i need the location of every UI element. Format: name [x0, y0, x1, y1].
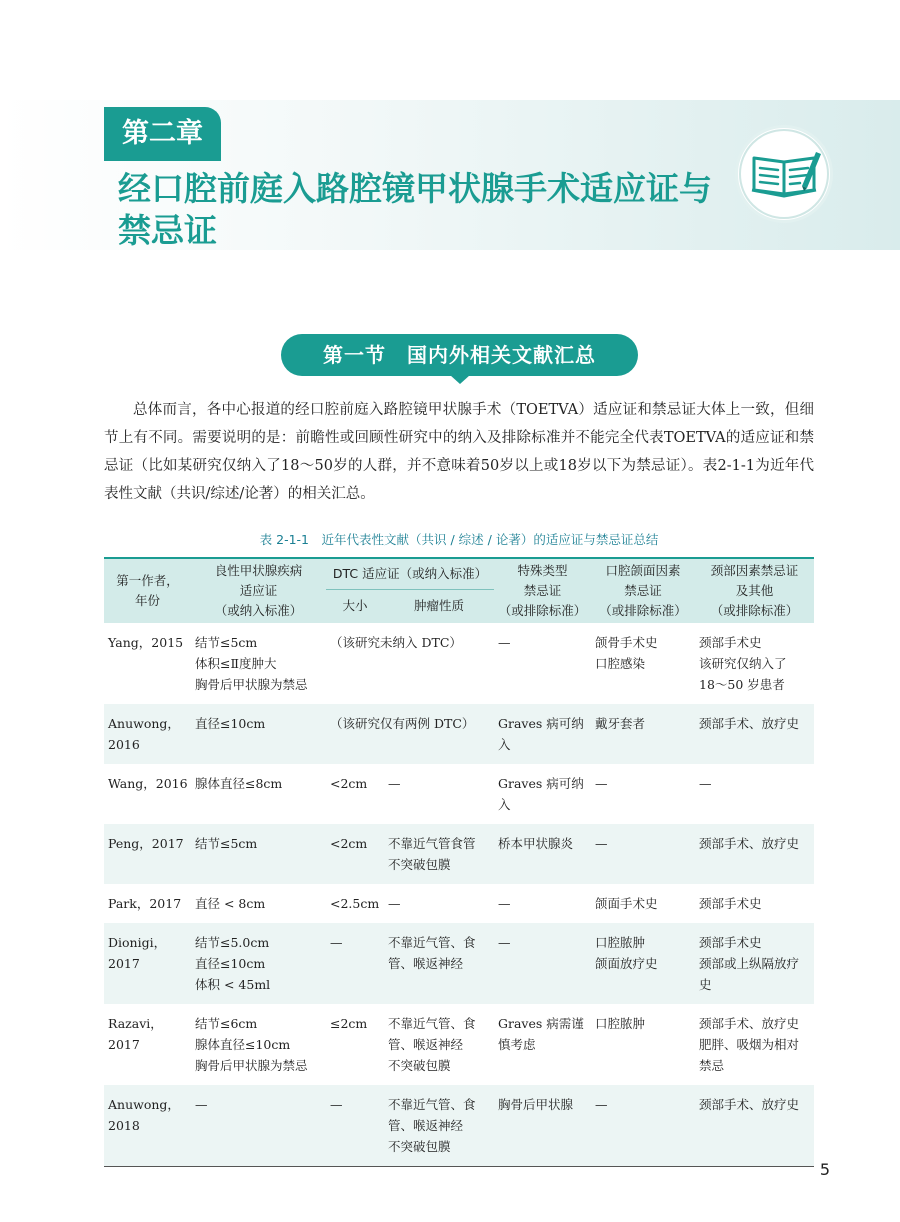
header-neck: 颈部因素禁忌证 及其他 （或排除标准）: [695, 558, 814, 623]
cell-special: Graves 病可纳 入: [498, 716, 584, 752]
header-nature: 肿瘤性质: [414, 597, 465, 613]
cell-special: 桥本甲状腺炎: [498, 836, 574, 851]
table-row: [104, 1085, 814, 1167]
cell-nature: —: [388, 776, 401, 791]
cell-size: <2cm: [330, 836, 368, 851]
cell-author: Wang，2016: [108, 776, 188, 791]
cell-author: Park，2017: [108, 896, 182, 911]
header-dtc: DTC 适应证（或纳入标准）: [326, 558, 494, 590]
cell-author: Razavi，2017: [108, 1016, 163, 1052]
cell-neck: 颈部手术、放疗史 肥胖、吸烟为相对 禁忌: [699, 1016, 800, 1073]
cell-oral: 口腔脓肿: [595, 1016, 646, 1031]
cell-dtc-note: （该研究仅有两例 DTC）: [330, 716, 475, 731]
cell-special: 胸骨后甲状腺: [498, 1097, 574, 1112]
chapter-title-line-2: 禁忌证: [118, 211, 217, 250]
indications-table: [104, 557, 814, 1167]
cell-neck: 颈部手术史: [699, 896, 762, 911]
cell-size: —: [330, 1097, 343, 1112]
cell-oral: —: [595, 836, 608, 851]
cell-benign: —: [195, 1097, 208, 1112]
header-special: 特殊类型 禁忌证 （或排除标准）: [494, 558, 591, 623]
cell-special: Graves 病可纳 入: [498, 776, 584, 812]
cell-oral: —: [595, 1097, 608, 1112]
cell-size: <2.5cm: [330, 896, 380, 911]
cell-dtc-note: （该研究未纳入 DTC）: [330, 635, 462, 650]
section-title: 第一节 国内外相关文献汇总: [281, 334, 638, 376]
cell-nature: 不靠近气管、食 管、喉返神经 不突破包膜: [388, 1016, 476, 1073]
cell-special: —: [498, 635, 511, 650]
table-row: [104, 764, 814, 824]
cell-oral: 戴牙套者: [595, 716, 646, 731]
header-size: 大小: [342, 597, 368, 613]
cell-nature: 不靠近气管食管 不突破包膜: [388, 836, 476, 872]
cell-neck: 颈部手术史 该研究仅纳入了 18～50 岁患者: [699, 635, 787, 692]
header-author: 第一作者， 年份: [104, 558, 191, 623]
page-number: 5: [819, 1160, 830, 1179]
cell-benign: 结节≤6cm 腺体直径≤10cm 胸骨后甲状腺为禁忌: [195, 1016, 308, 1073]
cell-benign: 结节≤5.0cm 直径≤10cm 体积 < 45ml: [195, 935, 271, 992]
open-book-icon: [738, 128, 830, 220]
cell-oral: —: [595, 776, 608, 791]
cell-neck: 颈部手术史 颈部或上纵隔放疗 史: [699, 935, 800, 992]
cell-benign: 结节≤5cm 体积≤Ⅱ度肿大 胸骨后甲状腺为禁忌: [195, 635, 308, 692]
cell-neck: 颈部手术、放疗史: [699, 836, 800, 851]
cell-benign: 直径 < 8cm: [195, 896, 266, 911]
cell-benign: 腺体直径≤8cm: [195, 776, 283, 791]
table-row: [104, 623, 814, 704]
cell-special: —: [498, 896, 511, 911]
cell-oral: 颌面手术史: [595, 896, 658, 911]
cell-neck: 颈部手术、放疗史: [699, 716, 800, 731]
cell-nature: 不靠近气管、食 管、喉返神经: [388, 935, 476, 971]
cell-special: —: [498, 935, 511, 950]
cell-neck: —: [699, 776, 712, 791]
cell-author: Anuwong， 2018: [108, 1097, 180, 1133]
table-row: [104, 704, 814, 764]
chapter-title-line-1: 经口腔前庭入路腔镜甲状腺手术适应证与: [118, 169, 712, 208]
cell-special: Graves 病需谨 慎考虑: [498, 1016, 584, 1052]
section-title-pointer: [450, 375, 470, 384]
cell-benign: 直径≤10cm: [195, 716, 266, 731]
cell-size: ≤2cm: [330, 1016, 368, 1031]
cell-oral: 颌骨手术史 口腔感染: [595, 635, 658, 671]
table-caption: 表 2-1-1 近年代表性文献（共识 / 综述 / 论著）的适应证与禁忌证总结: [259, 532, 659, 547]
cell-author: Dionigi， 2017: [108, 935, 167, 971]
table-row: [104, 1004, 814, 1085]
header-oral: 口腔颌面因素 禁忌证 （或排除标准）: [591, 558, 695, 623]
cell-nature: —: [388, 896, 401, 911]
cell-nature: 不靠近气管、食 管、喉返神经 不突破包膜: [388, 1097, 476, 1154]
table-row: [104, 824, 814, 884]
cell-neck: 颈部手术、放疗史: [699, 1097, 800, 1112]
cell-author: Peng，2017: [108, 836, 184, 851]
cell-oral: 口腔脓肿 颌面放疗史: [595, 935, 658, 971]
table-row: [104, 884, 814, 923]
cell-author: Yang，2015: [108, 635, 184, 650]
chapter-tag: 第二章: [104, 107, 221, 161]
cell-size: <2cm: [330, 776, 368, 791]
cell-size: —: [330, 935, 343, 950]
header-benign: 良性甲状腺疾病 适应证 （或纳入标准）: [191, 558, 326, 623]
cell-benign: 结节≤5cm: [195, 836, 258, 851]
chapter-title: [118, 168, 718, 252]
intro-paragraph: 总体而言，各中心报道的经口腔前庭入路腔镜甲状腺手术（TOETVA）适应证和禁忌证大体上一致，但细节上有不同。需要说明的是：前瞻性或回顾性研究中的纳入及排除标准并不能完全代表TOETVA的适应证和禁忌证（比如某研究仅纳入了18～50岁的人群，并不意味着50岁以上或18岁以下为禁忌证）。表2-1-1为近年代表性文献（共识/综述/论著）的相关汇总。: [104, 402, 814, 502]
table-row: [104, 923, 814, 1004]
cell-author: Anuwong， 2016: [108, 716, 180, 752]
